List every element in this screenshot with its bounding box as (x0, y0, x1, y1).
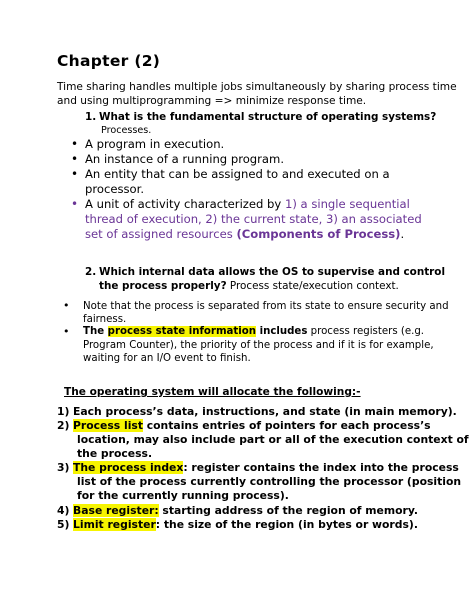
item-3-line-1 (57, 461, 459, 475)
q2-bullet-2-line-1 (83, 325, 424, 339)
section-heading: The operating system will allocate the following:- (64, 386, 361, 398)
q1-bullet-4-end: . (400, 227, 405, 241)
chapter-title: Chapter (2) (57, 52, 161, 70)
q2-bullet-2-highlight: process state information (107, 326, 257, 337)
item-3-number: 3) (57, 461, 70, 474)
item-5-highlight: Limit register (73, 518, 156, 531)
item-4-number: 4) (57, 504, 70, 517)
item-5-number: 5) (57, 518, 70, 531)
bullet-icon: • (71, 197, 79, 211)
q1-bullet-2: An instance of a running program. (85, 152, 285, 166)
intro-line-2: and using multiprogramming => minimize response time. (57, 95, 367, 107)
q1-bullet-4-prefix: A unit of activity characterized by (85, 197, 285, 211)
q1-bullet-4-line-3-prefix: set of assigned resources (85, 227, 237, 241)
item-2-line-2: location, may also include part or all of the execution context of (77, 433, 469, 446)
item-5 (57, 518, 418, 532)
question-2-answer: Process state/execution context. (226, 280, 399, 292)
item-2-line-1 (57, 419, 431, 433)
bullet-icon: • (71, 137, 79, 151)
question-2-line-2 (99, 279, 399, 293)
item-5-rest: : the size of the region (in bytes or words). (155, 518, 418, 531)
q2-bullet-2-includes: includes (256, 326, 308, 337)
q2-bullet-2-line-2: Program Counter), the priority of the process and if it is for example, (83, 340, 434, 351)
item-2-rest: contains entries of pointers for each process’s (142, 419, 431, 432)
q1-bullet-4-line-1 (85, 197, 410, 212)
q1-bullet-3-line-2: processor. (85, 182, 145, 196)
q1-bullet-4-line-3 (85, 227, 404, 242)
q1-bullet-3-line-1: An entity that can be assigned to and executed on a (85, 167, 390, 181)
intro-line-1: Time sharing handles multiple jobs simultaneously by sharing process time (57, 81, 457, 93)
bullet-icon: • (63, 299, 70, 312)
question-2-bold: the process properly? (99, 280, 227, 292)
item-1 (57, 405, 457, 419)
question-1-text: What is the fundamental structure of operating systems? (99, 111, 437, 123)
question-2-number: 2. (85, 266, 97, 278)
item-4-highlight: Base register: (73, 504, 159, 517)
question-2-line-1: Which internal data allows the OS to supervise and control (99, 266, 446, 278)
item-3-rest: : register contains the index into the process (183, 461, 459, 474)
question-2 (85, 265, 445, 279)
q1-bullet-4-line-2: thread of execution, 2) the current state, 3) an associated (85, 212, 422, 226)
q2-bullet-2-the: The (83, 326, 108, 337)
item-3-line-2: list of the process currently controlling the processor (position (77, 475, 462, 488)
q2-bullet-2-line-3: waiting for an I/O event to finish. (83, 353, 251, 364)
question-1-number: 1. (85, 111, 97, 123)
item-4 (57, 504, 418, 518)
q1-bullet-4-bold: (Components of Process) (236, 227, 401, 241)
item-1-text: Each process’s data, instructions, and state (in main memory). (73, 405, 457, 418)
item-1-number: 1) (57, 405, 70, 418)
q2-bullet-1-line-1: Note that the process is separated from its state to ensure security and (83, 301, 449, 312)
item-2-number: 2) (57, 419, 70, 432)
item-3-line-3: for the currently running process). (77, 489, 289, 502)
item-3-highlight: The process index (73, 461, 184, 474)
q2-bullet-2-rest: process registers (e.g. (307, 326, 425, 337)
item-2-highlight: Process list (73, 419, 143, 432)
bullet-icon: • (71, 152, 79, 166)
item-4-rest: starting address of the region of memory. (158, 504, 418, 517)
q1-bullet-4-colored: 1) a single sequential (284, 197, 410, 211)
question-1 (85, 110, 436, 124)
question-1-answer: Processes. (101, 125, 152, 136)
q2-bullet-1-line-2: fairness. (83, 314, 127, 325)
item-2-line-3: the process. (77, 447, 153, 460)
q1-bullet-1: A program in execution. (85, 137, 225, 151)
bullet-icon: • (71, 167, 79, 181)
bullet-icon: • (63, 325, 70, 338)
